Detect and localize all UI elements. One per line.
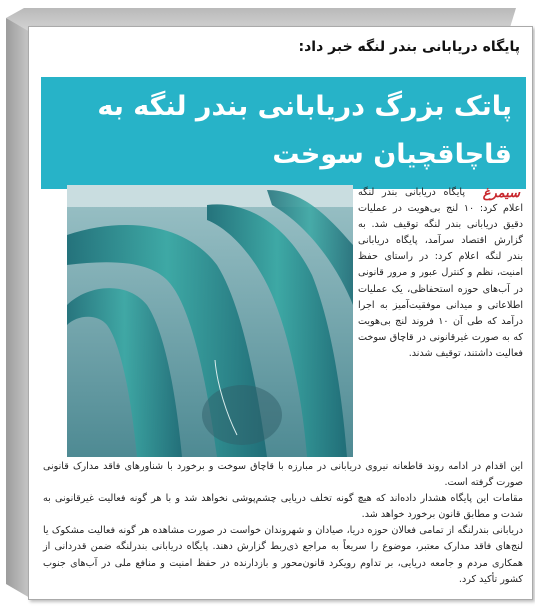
frame-left-edge bbox=[6, 18, 30, 598]
body-paragraph: دریابانی بندرلنگه از تمامی فعالان حوزه دریا، صیادان و شهروندان خواست در صورت مشاهده هر گونه فعالیت مشکوک یا لنج‌های فاقد مدارک معتبر، موضوع را سریعاً به مراجع ذی‌ربط گزارش دهند. پایگاه دریابانی بندرلنگه ضمن قدردانی از همکاری مردم و جامعه دریایی، بر تداوم رویکرد قانون‌محور و بازدارنده در حفظ امنیت و منافع ملی در آب‌های جنوب کشور تأکید کرد. bbox=[43, 525, 523, 585]
headline: پاتک بزرگ دریابانی بندر لنگه به قاچاقچیان سوخت bbox=[97, 91, 512, 170]
news-clipping bbox=[28, 26, 533, 600]
photo-illustration bbox=[67, 185, 353, 457]
body-paragraph: مقامات این پایگاه هشدار داده‌اند که هیچ گونه تخلف دریایی چشم‌پوشی نخواهد شد و با هر گونه فعالیت غیرقانونی به شدت و مطابق قانون برخورد خواهد شد. bbox=[43, 493, 523, 521]
article-lead-column bbox=[358, 185, 523, 362]
headline-banner bbox=[41, 77, 526, 189]
article-body bbox=[43, 459, 523, 588]
lead-paragraph: پایگاه دریابانی بندر لنگه اعلام کرد: ۱۰ لنج بی‌هویت در عملیات دقیق دریابانی بندر لنگه توقیف شد. به گزارش اقتصاد سرآمد، پایگاه دریابانی بندر لنگه اعلام کرد: در راستای حفظ امنیت، نظم و کنترل عبور و مرور قانونی در آب‌های حوزه استحفاظی، یک عملیات اطلاعاتی و میدانی موفقیت‌آمیز به اجرا درآمد که طی آن ۱۰ فروند لنج بی‌هویت که به صورت غیرقانونی در قاچاق سوخت فعالیت داشتند، توقیف شدند. bbox=[358, 187, 524, 359]
fishing-nets-photo bbox=[67, 185, 353, 457]
body-paragraph: این اقدام در ادامه روند قاطعانه نیروی دریابانی در مبارزه با قاچاق سوخت و برخورد با شناورهای فاقد مدارک قانونی صورت گرفته است. bbox=[43, 461, 523, 489]
publication-logo: سیمرغ bbox=[482, 186, 520, 201]
kicker: پایگاه دریابانی بندر لنگه خبر داد: bbox=[298, 39, 520, 55]
